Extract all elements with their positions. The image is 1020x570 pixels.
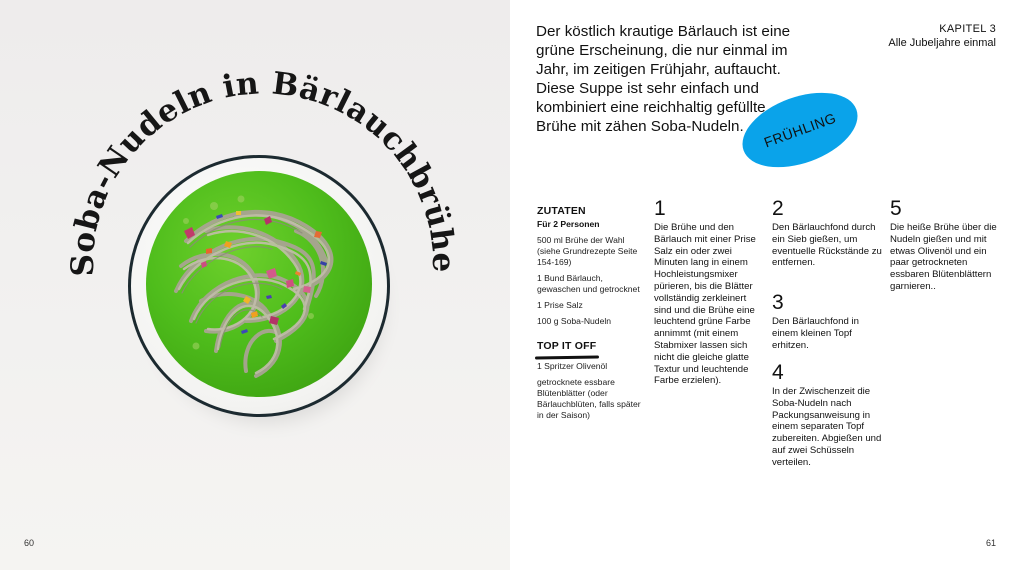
step-2	[772, 198, 884, 269]
right-page	[510, 0, 1020, 570]
ingredient-item: 500 ml Brühe der Wahl (siehe Grundrezepte Seite 154-169)	[537, 235, 638, 267]
intro-paragraph: Der köstlich krautige Bärlauch ist eine grüne Erscheinung, die nur einmal im Jahr, im zeitigen Frühjahr, auftaucht. Diese Suppe ist sehr einfach und kombiniert eine reichhaltig gefüllte Brühe mit zähen Soba-Nudeln.	[536, 23, 791, 135]
ingredient-item: 100 g Soba-Nudeln	[537, 316, 612, 326]
step-1	[654, 198, 766, 387]
step-text: Den Bärlauchfond durch ein Sieb gießen, um eventuelle Rückstände zu entfernen.	[772, 222, 882, 269]
step-text: Die Brühe und den Bärlauch mit einer Prise Salz ein oder zwei Minuten lang in einem Hochleistungsmixer pürieren, bis die Blätter vollständig zerkleinert sind und die Brühe eine leuchtend grüne Farbe annimmt (mit einem Stabmixer lassen sich nicht die gleiche glatte Textur und leuchtende Farbe erzielen).	[654, 222, 756, 387]
ingredient-item: 1 Prise Salz	[537, 300, 583, 310]
topping-item: getrocknete essbare Blütenblätter (oder Bärlauchblüten, falls später in der Saison)	[537, 377, 641, 420]
step-text: Die heiße Brühe über die Nudeln gießen und mit etwas Olivenöl und ein paar getrockneten essbaren Blütenblättern garnieren..	[890, 222, 997, 292]
topping-section	[537, 341, 647, 421]
chapter-number: KAPITEL 3	[939, 23, 996, 35]
page-number-left: 60	[24, 538, 35, 548]
serving-size: Für 2 Personen	[537, 219, 600, 229]
season-label: FRÜHLING	[761, 109, 839, 151]
step-text: Den Bärlauchfond in einem kleinen Topf erhitzen.	[772, 316, 859, 351]
hand-drawn-underline	[535, 355, 599, 359]
step-number: 3	[772, 291, 784, 314]
topping-item: 1 Spritzer Olivenöl	[537, 361, 608, 371]
chapter-subtitle: Alle Jubeljahre einmal	[888, 37, 996, 49]
step-number: 4	[772, 361, 784, 384]
step-number: 5	[890, 197, 902, 220]
topping-heading: TOP IT OFF	[537, 340, 597, 352]
ingredients-section	[537, 206, 647, 426]
ingredients-heading: ZUTATEN	[537, 205, 586, 217]
recipe-title: Soba-Nudeln in Bärlauchbrühe	[64, 65, 462, 277]
ingredient-item: 1 Bund Bärlauch, gewaschen und getrocknet	[537, 273, 640, 294]
svg-text:Soba-Nudeln in Bärlauchbrühe	[65, 65, 461, 276]
page-number-right: 61	[985, 538, 996, 548]
step-text: In der Zwischenzeit die Soba-Nudeln nach Packungsanweisung in einem separaten Topf zubereiten. Abgießen und auf zwei Schüsseln verteilen.	[772, 386, 882, 468]
step-5	[890, 198, 1002, 293]
step-number: 1	[654, 197, 666, 220]
step-4	[772, 362, 884, 469]
step-number: 2	[772, 197, 784, 220]
step-3	[772, 292, 884, 351]
chapter-header	[888, 22, 996, 50]
